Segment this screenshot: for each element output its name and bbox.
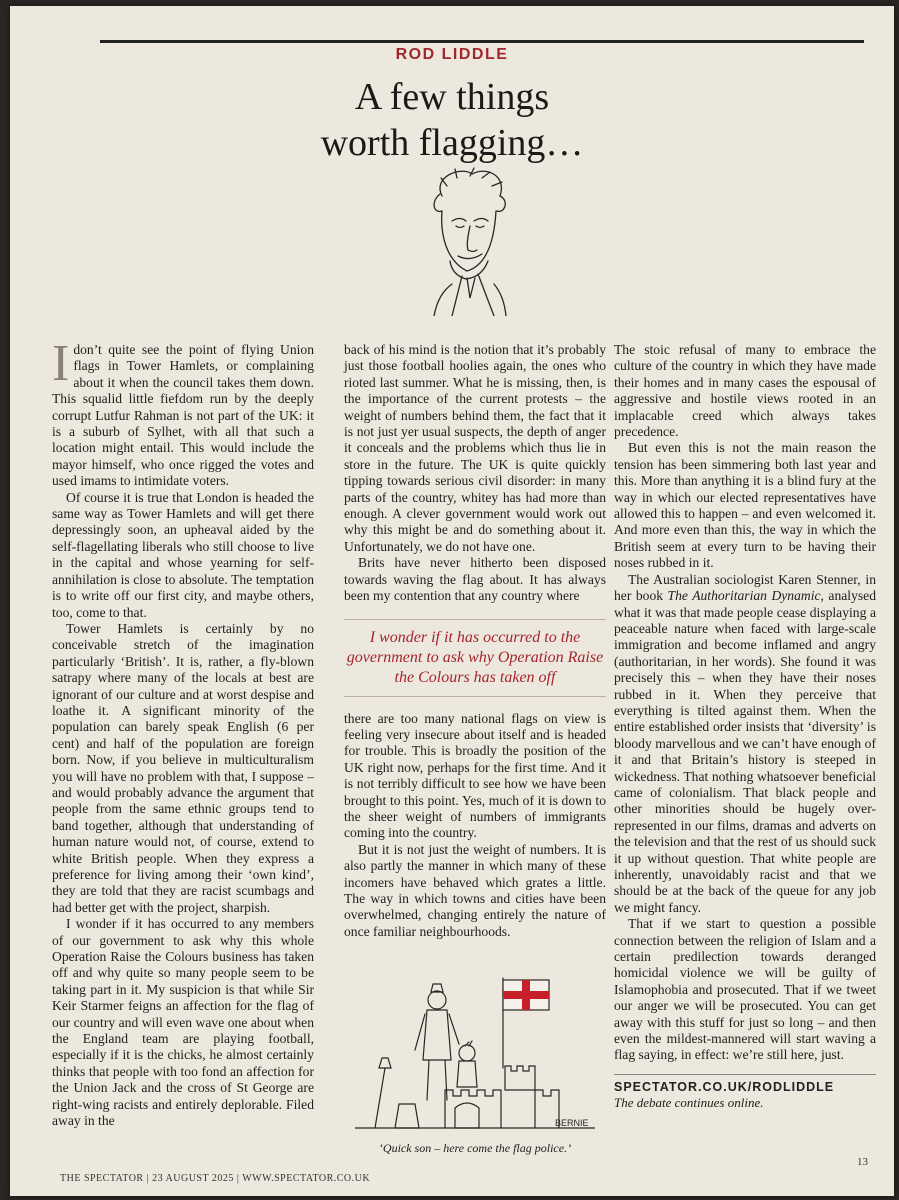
paragraph-9: The stoic refusal of many to embrace the culture of the country in which they have made their homes and in many cases the espousal of aggressive and hostile views rooted in an implacable creed which always takes precedence. xyxy=(614,342,876,440)
column-3 xyxy=(614,342,876,1112)
paragraph-11-b: analysed what it was that made people cease displaying a peaceable nature when faced with large-scale immigration and become inflamed and angry (authoritarian, in her words). She found it was precisely this – when they have their noses rubbed in it. When they perceive that everything is tilted against them. When the entire established order insists that ‘diversity’ is bloody marvellous and we can’t have enough of it and that Britain’s history is steeped in wickedness. That nothing whatsoever beneficial came of colonialism. That black people and other minorities should be hugely over-represented in our films, dramas and adverts on the television and that the rest of us should suck it up without question. That white people are inherently, unavoidably racist and that we should be at the back of the queue for any job we might fancy. xyxy=(614,588,876,915)
header-rule xyxy=(100,40,864,43)
column-1 xyxy=(52,335,314,1130)
paragraph-4: I wonder if it has occurred to any members of our government to ask why this whole Operation Raise the Colours business has taken off and why quite so many people seem to be taking part in it. My suspicion is that while Sir Keir Starmer feigns an affection for the flag of our country and will even wave one about when the England team are playing football, especially if it is the chicks, he almost certainly thinks that people with too fond an affection for the Union Jack and the cross of St George are right-wing racists and entirely deplorable. Filed away in the xyxy=(52,916,314,1129)
paragraph-5: back of his mind is the notion that it’s probably just those football hoolies again, the ones who rioted last summer. What he is missing, then, is the importance of the current protests – the weight of numbers behind them, the fact that it is not just yer usual suspects, the depth of anger it conceals and the problems which thus lie in store in the future. The UK is quite quickly tipping towards serious civil disorder: in many parts of the country, whitey has had more than enough. A clever government would work out why this might be and do something about it. Unfortunately, we do not have one. xyxy=(344,342,606,554)
sandcastle-cartoon xyxy=(355,958,595,1138)
headline-line-1: A few things xyxy=(354,76,550,118)
paragraph-8: But it is not just the weight of numbers. It is also partly the manner in which many of these incomers have behaved which grates a little. The way in which towns and cities have been overwhelmed, changing entirely the nature of once familiar neighbourhoods. xyxy=(344,841,606,939)
headline xyxy=(10,74,894,166)
paragraph-1-text: don’t quite see the point of flying Union flags in Tower Hamlets, or complaining about it when the council takes them down. This squalid little fiefdom run by the deeply corrupt Lutfur Rahman is not part of the UK: it is a suburb of Sylhet, with all that such a location might entail. This would include the mayor himself, who once rigged the votes and used imams to intimidate voters. xyxy=(52,342,314,489)
column-2 xyxy=(344,342,606,1157)
paragraph-1 xyxy=(52,335,314,490)
author-kicker: ROD LIDDLE xyxy=(395,46,509,63)
headline-line-2: worth flagging… xyxy=(320,122,584,164)
page-footer: THE SPECTATOR | 23 AUGUST 2025 | WWW.SPECTATOR.CO.UK xyxy=(60,1173,371,1184)
paragraph-12: That if we start to question a possible connection between the religion of Islam and a certain predilection towards deranged homicidal violence we will be guilty of Islamophobia and prosecuted. That if we tweet our anger we will be prosecuted. You can get away with this stuff for just so long – and then even the mildest-mannered will start waving a flag saying, in effect: we’re still here, just. xyxy=(614,916,876,1063)
paragraph-3: Tower Hamlets is certainly by no conceivable stretch of the imagination particularly ‘British’. It is, rather, a fly-blown satrapy where many of the locals at best are ignorant of our culture and at worst despise and loathe it. A significant minority of the population can barely speak English (6 per cent) and half of the population are foreign born. Now, if you believe in multiculturalism you will have no problem with that, I suppose – and would probably advance the argument that people from the same ethnic groups tend to band together, although that understanding of human nature would not, of course, extend to white British people. When they express a preference for living among their ‘own kind’, they are told that they are racist scumbags and had better get with the project, sharpish. xyxy=(52,620,314,915)
online-link[interactable]: SPECTATOR.CO.UK/RODLIDDLE xyxy=(614,1079,835,1094)
book-title: The Authoritarian Dynamic, xyxy=(667,588,824,604)
cartoon-caption: ‘Quick son – here come the flag police.’ xyxy=(378,1141,572,1156)
paragraph-7: there are too many national flags on view is feeling very insecure about itself and is headed for trouble. This is broadly the position of the UK right now, perhaps for the first time. And it is not terribly difficult to see how we have been brought to this point. Yes, much of it is down to the sheer weight of numbers of immigrants coming into the country. xyxy=(344,710,606,841)
pull-quote: I wonder if it has occurred to the government to ask why Operation Raise the Colours has taken off xyxy=(344,619,606,697)
paragraph-2: Of course it is true that London is headed the same way as Tower Hamlets and will get there depressingly soon, an upheaval aided by the self-flagellating liberals who still choose to live in the capital and whose yearning for self-annihilation is close to absolute. The temptation is to write off our first city, and maybe others, too, come to that. xyxy=(52,489,314,620)
paragraph-11-a: The Australian sociologist Karen Stenner, in her book xyxy=(614,571,876,604)
drop-cap: I xyxy=(52,335,70,392)
page-number: 13 xyxy=(857,1156,868,1168)
online-box xyxy=(614,1074,876,1112)
paragraph-11 xyxy=(614,572,876,917)
magazine-page xyxy=(10,6,894,1196)
cartoonist-signature: BERNIE xyxy=(555,1118,589,1129)
paragraph-6: Brits have never hitherto been disposed towards waving the flag about. It has always been my contention that any country where xyxy=(344,555,606,604)
online-note: The debate continues online. xyxy=(614,1095,764,1111)
author-caricature xyxy=(412,166,522,316)
paragraph-10: But even this is not the main reason the tension has been simmering both last year and this. More than anything it is a blind fury at the way in which our elected representatives have allowed this to happen – and even welcomed it. And more even than this, the way in which the British seem at every turn to be having their noses rubbed in it. xyxy=(614,440,876,571)
